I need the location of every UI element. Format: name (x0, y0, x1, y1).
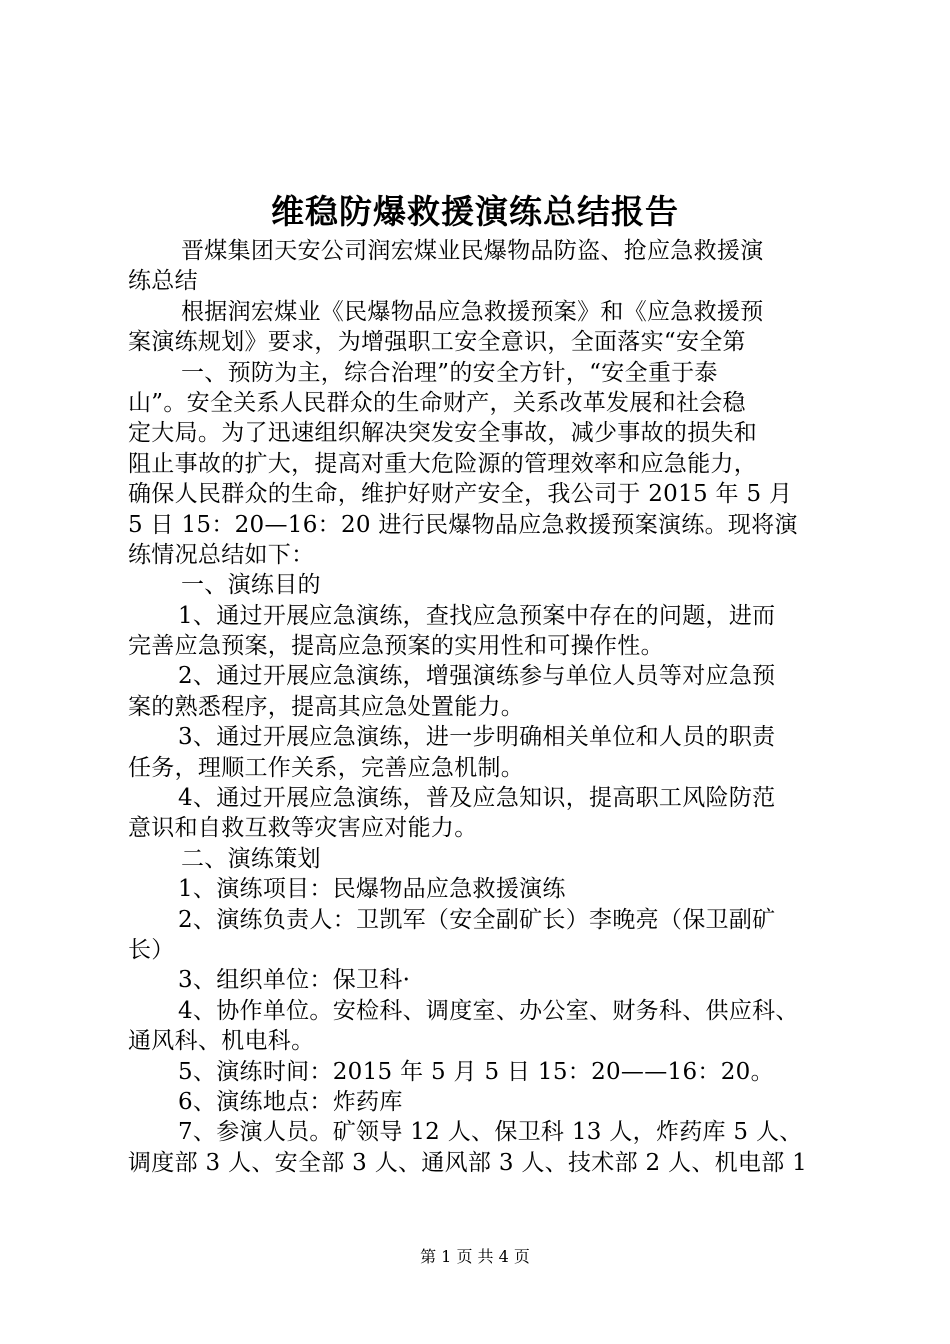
paragraph-line: 确保人民群众的生命，维护好财产安全，我公司于 2015 年 5 月 (128, 481, 793, 508)
paragraph-line: 晋煤集团天安公司润宏煤业民爆物品防盗、抢应急救援演 (181, 238, 764, 264)
document-title: 维稳防爆救援演练总结报告 (271, 192, 679, 231)
paragraph-line: 一、预防为主，综合治理”的安全方针，“安全重于泰 (181, 359, 718, 386)
paragraph-line: 案的熟悉程序，提高其应急处置能力。 (128, 693, 525, 720)
paragraph-line: 调度部 3 人、安全部 3 人、通风部 3 人、技术部 2 人、机电部 1 (128, 1149, 808, 1176)
paragraph-line: 山”。安全关系人民群众的生命财产，关系改革发展和社会稳 (128, 389, 746, 416)
paragraph-line: 练情况总结如下： (128, 541, 315, 568)
paragraph-line: 3、通过开展应急演练，进一步明确相关单位和人员的职责 (178, 724, 776, 751)
paragraph-line: 完善应急预案，提高应急预案的实用性和可操作性。 (128, 633, 664, 660)
paragraph-line: 5 日 15：20—16：20 进行民爆物品应急救援预案演练。现将演 (128, 511, 798, 538)
paragraph-line: 通风科、机电科。 (128, 1028, 315, 1055)
paragraph-line: 2、演练负责人：卫凯军（安全副矿长）李晚亮（保卫副矿 (178, 906, 776, 933)
paragraph-line: 3、组织单位：保卫科· (178, 967, 411, 994)
paragraph-line: 4、通过开展应急演练，普及应急知识，提高职工风险防范 (178, 785, 776, 812)
paragraph-line: 2、通过开展应急演练，增强演练参与单位人员等对应急预 (178, 663, 776, 690)
paragraph-line: 意识和自救互救等灾害应对能力。 (128, 815, 478, 842)
paragraph-line: 阻止事故的扩大，提高对重大危险源的管理效率和应急能力， (128, 450, 758, 477)
section-heading: 一、演练目的 (181, 572, 321, 599)
paragraph-line: 1、演练项目：民爆物品应急救援演练 (178, 876, 566, 903)
paragraph-line: 长） (128, 936, 175, 963)
section-heading: 二、演练策划 (181, 845, 321, 872)
page-number-footer: 第 1 页 共 4 页 (420, 1247, 530, 1266)
paragraph-line: 练总结 (128, 268, 198, 295)
document-body (128, 236, 828, 1178)
paragraph-line: 1、通过开展应急演练，查找应急预案中存在的问题，进而 (178, 602, 776, 629)
paragraph-line: 6、演练地点：炸药库 (178, 1088, 403, 1115)
paragraph-line: 案演练规划》要求，为增强职工安全意识，全面落实“安全第 (128, 329, 746, 356)
paragraph-line: 任务，理顺工作关系，完善应急机制。 (128, 754, 525, 781)
paragraph-line: 根据润宏煤业《民爆物品应急救援预案》和《应急救援预 (181, 298, 764, 325)
paragraph-line: 7、参演人员。矿领导 12 人、保卫科 13 人，炸药库 5 人、 (178, 1119, 803, 1146)
paragraph-line: 4、协作单位。安检科、调度室、办公室、财务科、供应科、 (178, 997, 799, 1024)
paragraph-line: 5、演练时间：2015 年 5 月 5 日 15：20——16：20。 (178, 1058, 774, 1085)
paragraph-line: 定大局。为了迅速组织解决突发安全事故，减少事故的损失和 (128, 420, 758, 447)
